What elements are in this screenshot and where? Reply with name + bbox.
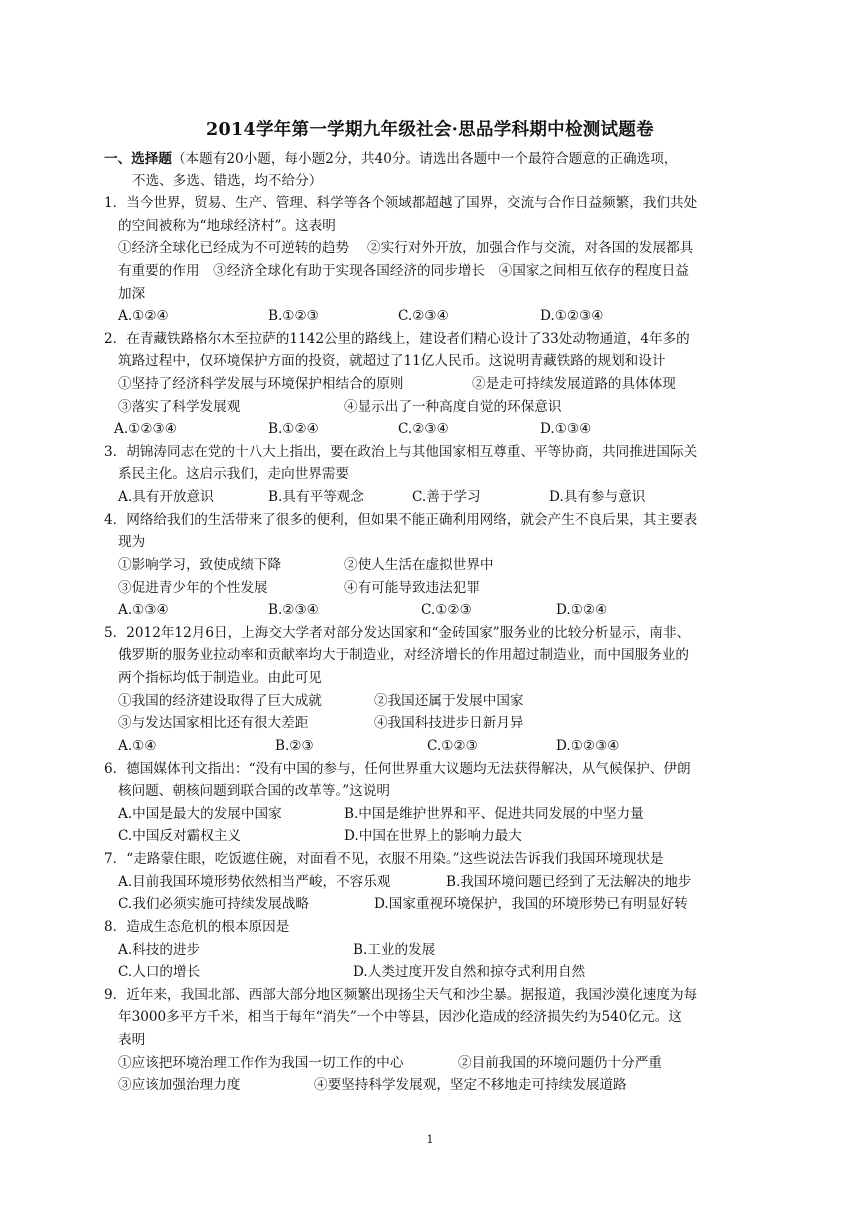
q9-stem-cont: 年3000多平方千米，相当于每年“消失”一个中等县，因沙化造成的经济损失约为540亿元。这 [118, 1009, 682, 1025]
q1-statement: ①经济全球化已经成为不可逆转的趋势 ②实行对外开放，加强合作与交流，对各国的发展都具 [118, 240, 694, 256]
q8-option-a: A.科技的进步 [118, 942, 201, 958]
q3-stem: 3．胡锦涛同志在党的十八大上指出，要在政治上与其他国家相互尊重、平等协商，共同推进国际关 [104, 444, 698, 460]
q2-option-a: A.①②③④ [114, 421, 177, 437]
q4-stem: 4．网络给我们的生活带来了很多的便利，但如果不能正确利用网络，就会产生不良后果，其主要表 [104, 512, 698, 528]
q5-statement: ①我国的经济建设取得了巨大成就 [118, 693, 322, 709]
q2-statement: ②是走可持续发展道路的具体体现 [472, 376, 676, 392]
q9-statement: ①应该把环境治理工作作为我国一切工作的中心 [118, 1055, 404, 1071]
q4-option-d: D.①②④ [556, 602, 608, 618]
q8-option-d: D.人类过度开发自然和掠夺式利用自然 [353, 964, 586, 980]
q7-stem: 7．“走路蒙住眼，吃饭遮住碗，对面看不见，衣服不用染。”这些说法告诉我们我国环境现状是 [104, 851, 664, 867]
q4-statement: ③促进青少年的个性发展 [118, 580, 268, 596]
q1-stem-cont: 的空间被称为“地球经济村”。这表明 [118, 218, 336, 234]
q4-statement: ④有可能导致违法犯罪 [344, 580, 480, 596]
q7-option-c: C.我们必须实施可持续发展战略 [118, 896, 309, 912]
q1-statement: 加深 [118, 286, 146, 302]
q2-statement: ④显示出了一种高度自觉的环保意识 [344, 399, 562, 415]
q9-statement: ②目前我国的环境问题仍十分严重 [458, 1055, 662, 1071]
q5-statement: ②我国还属于发展中国家 [374, 693, 524, 709]
q4-stem-cont: 现为 [118, 534, 146, 550]
q5-stem: 5．2012年12月6日，上海交大学者对部分发达国家和“金砖国家”服务业的比较分析显示，南非、 [104, 625, 691, 641]
q4-statement: ①影响学习，致使成绩下降 [118, 557, 282, 573]
q3-option-c: C.善于学习 [412, 489, 481, 505]
q1-option-c: C.②③④ [398, 308, 449, 324]
q6-option-b: B.中国是维护世界和平、促进共同发展的中坚力量 [344, 806, 644, 822]
q4-option-a: A.①③④ [118, 602, 169, 618]
q7-option-d: D.国家重视环境保护，我国的环境形势已有明显好转 [374, 896, 688, 912]
q5-option-b: B.②③ [275, 738, 314, 754]
q2-stem-cont: 筑路过程中，仅环境保护方面的投资，就超过了11亿人民币。这说明青藏铁路的规划和设计 [118, 353, 666, 369]
q2-option-b: B.①②④ [268, 421, 319, 437]
q1-option-a: A.①②④ [118, 308, 169, 324]
q8-option-c: C.人口的增长 [118, 964, 201, 980]
q5-stem-cont: 俄罗斯的服务业拉动率和贡献率均大于制造业，对经济增长的作用超过制造业，而中国服务业的 [118, 647, 689, 663]
q5-statement: ④我国科技进步日新月异 [374, 715, 524, 731]
section-header [104, 151, 677, 167]
q5-option-c: C.①②③ [427, 738, 478, 754]
q9-stem-cont: 表明 [118, 1032, 146, 1048]
q1-option-b: B.①②③ [268, 308, 319, 324]
q5-option-d: D.①②③④ [556, 738, 620, 754]
q4-option-b: B.②③④ [268, 602, 319, 618]
q2-option-c: C.②③④ [398, 421, 449, 437]
q5-statement: ③与发达国家相比还有很大差距 [118, 715, 309, 731]
q3-option-b: B.具有平等观念 [268, 489, 364, 505]
page-title: 2014学年第一学期九年级社会·思品学科期中检测试题卷 [206, 120, 654, 140]
q1-option-d: D.①②③④ [540, 308, 604, 324]
q3-option-d: D.具有参与意识 [549, 489, 646, 505]
q7-option-a: A.目前我国环境形势依然相当严峻，不容乐观 [118, 874, 391, 890]
q8-stem: 8．造成生态危机的根本原因是 [104, 919, 290, 935]
q2-statement: ①坚持了经济科学发展与环境保护相结合的原则 [118, 376, 404, 392]
q7-option-b: B.我国环境问题已经到了无法解决的地步 [446, 874, 692, 890]
q9-statement: ④要坚持科学发展观，坚定不移地走可持续发展道路 [314, 1077, 627, 1093]
q9-stem: 9．近年来，我国北部、西部大部分地区频繁出现扬尘天气和沙尘暴。据报道，我国沙漠化速度为每 [104, 987, 698, 1003]
q2-option-d: D.①③④ [540, 421, 592, 437]
q9-statement: ③应该加强治理力度 [118, 1077, 241, 1093]
q5-option-a: A.①④ [118, 738, 157, 754]
q2-stem: 2．在青藏铁路格尔木至拉萨的1142公里的路线上，建设者们精心设计了33处动物通道，4年多的 [104, 331, 690, 347]
section-instructions-cont: 不选、多选、错选，均不给分） [132, 173, 323, 189]
q2-statement: ③落实了科学发展观 [118, 399, 241, 415]
section-heading: 一、选择题 [104, 151, 172, 167]
q3-stem-cont: 系民主化。这启示我们，走向世界需要 [118, 466, 350, 482]
q6-option-a: A.中国是最大的发展中国家 [118, 806, 282, 822]
q1-stem: 1．当今世界，贸易、生产、管理、科学等各个领域都超越了国界，交流与合作日益频繁，我们共处 [104, 195, 698, 211]
q5-stem-cont: 两个指标均低于制造业。由此可见 [118, 670, 322, 686]
q1-statement: 有重要的作用 ③经济全球化有助于实现各国经济的同步增长 ④国家之间相互依存的程度日益 [118, 263, 689, 279]
q3-option-a: A.具有开放意识 [118, 489, 214, 505]
q6-option-c: C.中国反对霸权主义 [118, 828, 241, 844]
q6-option-d: D.中国在世界上的影响力最大 [344, 828, 522, 844]
q4-option-c: C.①②③ [421, 602, 472, 618]
section-instructions: （本题有20小题，每小题2分，共40分。请选出各题中一个最符合题意的正确选项， [171, 151, 678, 167]
q8-option-b: B.工业的发展 [353, 942, 436, 958]
page-number: 1 [426, 1133, 434, 1146]
q4-statement: ②使人生活在虚拟世界中 [344, 557, 494, 573]
q6-stem-cont: 核问题、朝核问题到联合国的改革等。”这说明 [118, 783, 391, 799]
q6-stem: 6．德国媒体刊文指出：“没有中国的参与，任何世界重大议题均无法获得解决，从气候保护、伊朗 [104, 761, 691, 777]
